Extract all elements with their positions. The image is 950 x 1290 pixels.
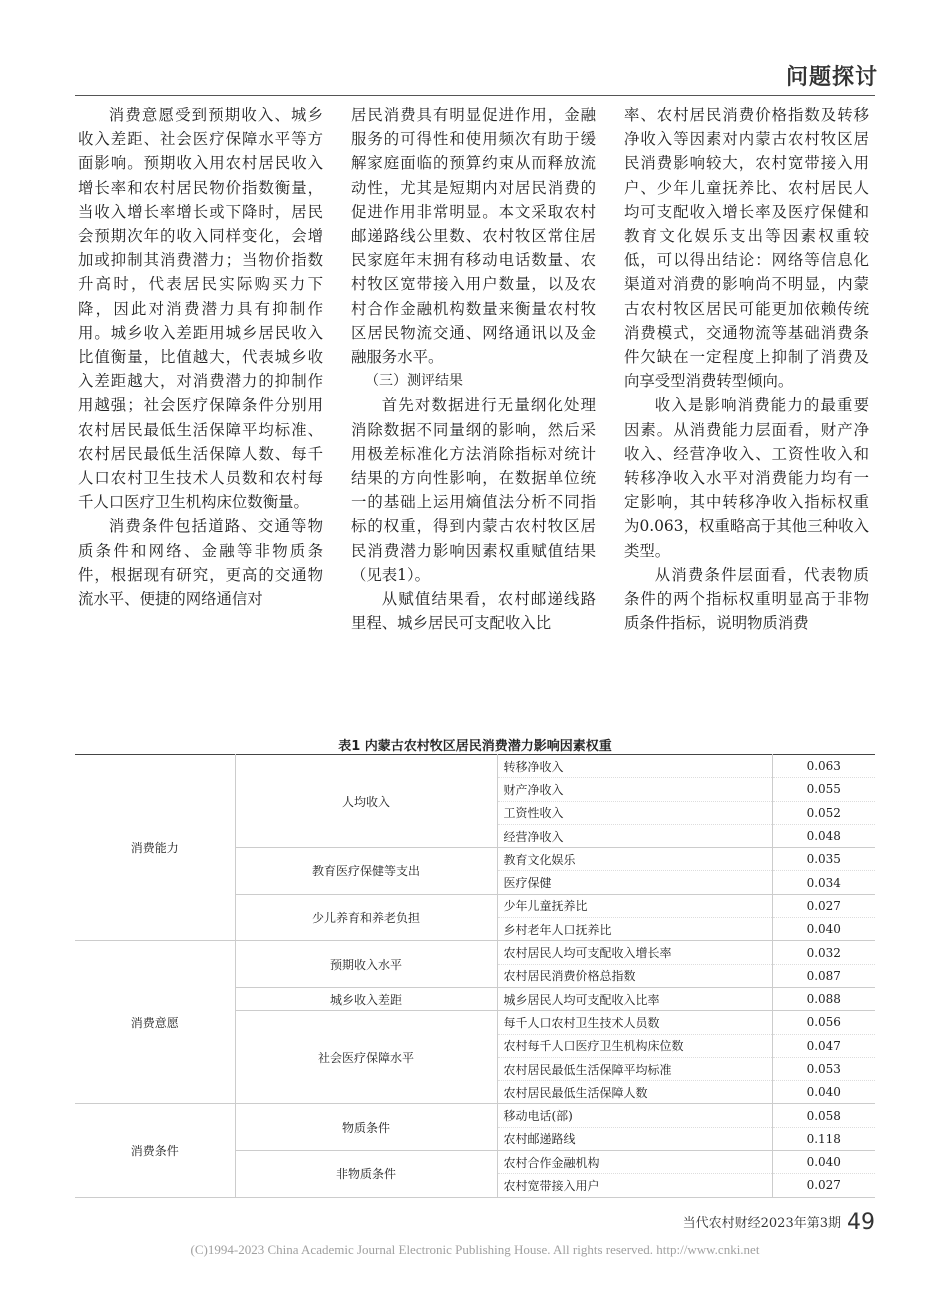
weight-cell: 0.040: [772, 1081, 875, 1104]
weight-cell: 0.027: [772, 1174, 875, 1197]
table-row: [75, 755, 875, 778]
body-paragraph: 消费条件包括道路、交通等物质条件和网络、金融等非物质条件，根据现有研究，更高的交通物流水平、便捷的网络通信对: [78, 517, 323, 609]
indicator-cell: 乡村老年人口抚养比: [497, 918, 772, 941]
weight-cell: 0.040: [772, 918, 875, 941]
journal-issue: 当代农村财经2023年第3期: [682, 1216, 841, 1231]
body-paragraph: 首先对数据进行无量纲化处理消除数据不同量纲的影响，然后采用极差标准化方法消除指标对统计结果的方向性影响，在数据单位统一的基础上运用熵值法分析不同指标的权重，得到内蒙古农村牧区居民消费潜力影响因素权重赋值结果（见表1）。: [351, 396, 596, 584]
weight-cell: 0.055: [772, 778, 875, 801]
indicator-cell: 每千人口农村卫生技术人员数: [497, 1011, 772, 1034]
text-column-1: [78, 103, 323, 611]
header-rule: [75, 95, 875, 96]
indicator-cell: 工资性收入: [497, 801, 772, 824]
factor-cell: 物质条件: [235, 1104, 497, 1151]
weight-cell: 0.027: [772, 894, 875, 917]
indicator-cell: 农村宽带接入用户: [497, 1174, 772, 1197]
indicator-cell: 移动电话(部): [497, 1104, 772, 1127]
factor-cell: 人均收入: [235, 755, 497, 848]
factor-cell: 非物质条件: [235, 1151, 497, 1198]
indicator-cell: 农村每千人口医疗卫生机构床位数: [497, 1034, 772, 1057]
weight-cell: 0.048: [772, 824, 875, 847]
indicator-cell: 农村居民人均可支配收入增长率: [497, 941, 772, 964]
table-caption: 表1 内蒙古农村牧区居民消费潜力影响因素权重: [338, 739, 612, 754]
indicator-cell: 少年儿童抚养比: [497, 894, 772, 917]
weights-table: [75, 754, 875, 1198]
factor-cell: 城乡收入差距: [235, 987, 497, 1010]
weight-cell: 0.088: [772, 987, 875, 1010]
indicator-cell: 城乡居民人均可支配收入比率: [497, 987, 772, 1010]
weight-cell: 0.035: [772, 848, 875, 871]
weight-cell: 0.087: [772, 964, 875, 987]
weight-cell: 0.063: [772, 755, 875, 778]
body-paragraph: 居民消费具有明显促进作用，金融服务的可得性和使用频次有助于缓解家庭面临的预算约束从而释放流动性，尤其是短期内对居民消费的促进作用非常明显。本文采取农村邮递路线公里数、农村牧区常住居民家庭年末拥有移动电话数量、农村牧区宽带接入用户数量，以及农村合作金融机构数量来衡量农村牧区居民物流交通、网络通讯以及金融服务水平。: [351, 106, 596, 367]
weight-cell: 0.034: [772, 871, 875, 894]
weight-cell: 0.052: [772, 801, 875, 824]
dimension-cell: 消费意愿: [75, 941, 235, 1104]
body-paragraph: 消费意愿受到预期收入、城乡收入差距、社会医疗保障水平等方面影响。预期收入用农村居民收入增长率和农村居民物价指数衡量，当收入增长率增长或下降时，居民会预期次年的收入同样变化，会增加或抑制其消费潜力；当物价指数升高时，代表居民实际购买力下降，因此对消费潜力具有抑制作用。城乡收入差距用城乡居民收入比值衡量，比值越大，代表城乡收入差距越大，对消费潜力的抑制作用越强；社会医疗保障条件分别用农村居民最低生活保障平均标准、农村居民最低生活保障人数、每千人口农村卫生技术人员数和农村每千人口医疗卫生机构床位数衡量。: [78, 106, 323, 512]
dimension-cell: 消费条件: [75, 1104, 235, 1197]
section-subheading: （三）测评结果: [365, 373, 463, 390]
indicator-cell: 医疗保健: [497, 871, 772, 894]
indicator-cell: 经营净收入: [497, 824, 772, 847]
factor-cell: 少儿养育和养老负担: [235, 894, 497, 941]
body-paragraph: 从消费条件层面看，代表物质条件的两个指标权重明显高于非物质条件指标，说明物质消费: [624, 565, 869, 633]
weight-cell: 0.040: [772, 1151, 875, 1174]
text-column-2: [351, 103, 596, 635]
table-row: [75, 941, 875, 964]
weight-cell: 0.058: [772, 1104, 875, 1127]
indicator-cell: 财产净收入: [497, 778, 772, 801]
weight-cell: 0.032: [772, 941, 875, 964]
indicator-cell: 农村合作金融机构: [497, 1151, 772, 1174]
text-column-3: [624, 103, 869, 635]
body-paragraph: 从赋值结果看，农村邮递线路里程、城乡居民可支配收入比: [351, 590, 596, 633]
indicator-cell: 教育文化娱乐: [497, 848, 772, 871]
copyright-notice: (C)1994-2023 China Academic Journal Electronic Publishing House. All rights reserved. http://www.cnki.net: [190, 1242, 760, 1257]
factor-cell: 社会医疗保障水平: [235, 1011, 497, 1104]
weight-cell: 0.053: [772, 1057, 875, 1080]
section-label: 问题探讨: [785, 65, 878, 90]
weight-cell: 0.118: [772, 1127, 875, 1150]
dimension-cell: 消费能力: [75, 755, 235, 941]
indicator-cell: 农村居民最低生活保障平均标准: [497, 1057, 772, 1080]
indicator-cell: 农村居民最低生活保障人数: [497, 1081, 772, 1104]
page-number: 49: [847, 1210, 875, 1235]
table-row: [75, 1104, 875, 1127]
weight-cell: 0.047: [772, 1034, 875, 1057]
body-paragraph: 收入是影响消费能力的最重要因素。从消费能力层面看，财产净收入、经营净收入、工资性收入和转移净收入水平对消费能力均有一定影响，其中转移净收入指标权重为0.063，权重略高于其他三种收入类型。: [624, 396, 869, 560]
indicator-cell: 农村居民消费价格总指数: [497, 964, 772, 987]
factor-cell: 预期收入水平: [235, 941, 497, 988]
factor-cell: 教育医疗保健等支出: [235, 848, 497, 895]
indicator-cell: 农村邮递路线: [497, 1127, 772, 1150]
weight-cell: 0.056: [772, 1011, 875, 1034]
body-paragraph: 率、农村居民消费价格指数及转移净收入等因素对内蒙古农村牧区居民消费影响较大，农村宽带接入用户、少年儿童抚养比、农村居民人均可支配收入增长率及医疗保健和教育文化娱乐支出等因素权重较低，可以得出结论：网络等信息化渠道对消费的影响尚不明显，内蒙古农村牧区居民可能更加依赖传统消费模式，交通物流等基础消费条件欠缺在一定程度上抑制了消费及向享受型消费转型倾向。: [624, 106, 869, 391]
page-footer: [683, 1210, 875, 1235]
indicator-cell: 转移净收入: [497, 755, 772, 778]
